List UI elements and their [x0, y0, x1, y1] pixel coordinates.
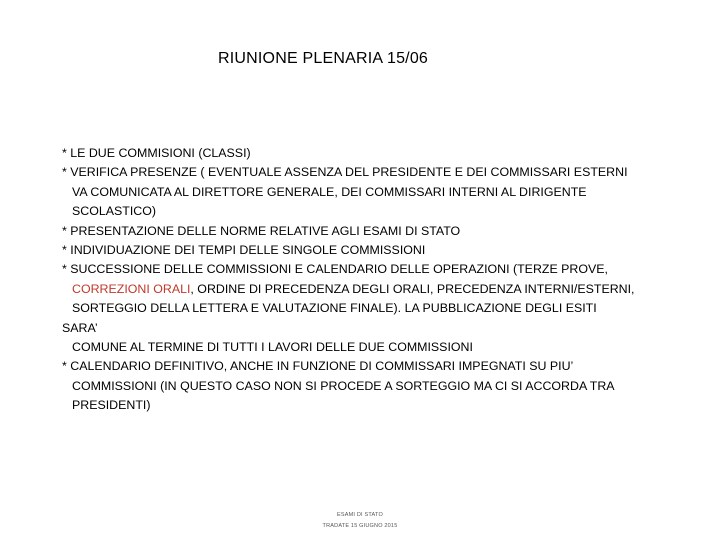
body-line-7: * SUCCESSIONE DELLE COMMISSIONI E CALENDARIO DELLE OPERAZIONI (TERZE PROVE,	[62, 262, 608, 277]
body-line-5: * PRESENTAZIONE DELLE NORME RELATIVE AGLI ESAMI DI STATO	[62, 223, 461, 238]
body-line-11: COMUNE AL TERMINE DI TUTTI I LAVORI DELLE DUE COMMISSIONI	[72, 340, 473, 355]
body-line-13: COMMISSIONI (IN QUESTO CASO NON SI PROCEDE A SORTEGGIO MA CI SI ACCORDA TRA	[72, 378, 615, 393]
body-line-4: SCOLASTICO)	[72, 204, 156, 219]
body-line-10: SARA’	[62, 320, 98, 335]
highlight-correzioni-orali: CORREZIONI ORALI	[72, 281, 191, 296]
footer-line-2: TRADATE 15 GIUGNO 2015	[322, 523, 398, 529]
body-line-12: * CALENDARIO DEFINITIVO, ANCHE IN FUNZIONE DI COMMISSARI IMPEGNATI SU PIU’	[62, 359, 574, 374]
body-line-8	[62, 280, 692, 299]
footer-line-1: ESAMI DI STATO	[337, 512, 383, 518]
body-line-6: * INDIVIDUAZIONE DEI TEMPI DELLE SINGOLE COMMISSIONI	[62, 243, 426, 258]
slide-body	[62, 144, 692, 416]
body-line-14: PRESIDENTI)	[72, 398, 151, 413]
body-line-1: * LE DUE COMMISIONI (CLASSI)	[62, 146, 251, 160]
body-line-2: * VERIFICA PRESENZE ( EVENTUALE ASSENZA DEL PRESIDENTE E DEI COMMISSARI ESTERNI	[62, 165, 628, 180]
slide-title: RIUNIONE PLENARIA 15/06	[218, 50, 429, 67]
body-line-9: SORTEGGIO DELLA LETTERA E VALUTAZIONE FINALE). LA PUBBLICAZIONE DEGLI ESITI	[72, 301, 597, 316]
body-line-3: VA COMUNICATA AL DIRETTORE GENERALE, DEI COMMISSARI INTERNI AL DIRIGENTE	[72, 184, 587, 199]
body-line-8-rest: , ORDINE DI PRECEDENZA DEGLI ORALI, PRECEDENZA INTERNI/ESTERNI,	[190, 281, 635, 296]
